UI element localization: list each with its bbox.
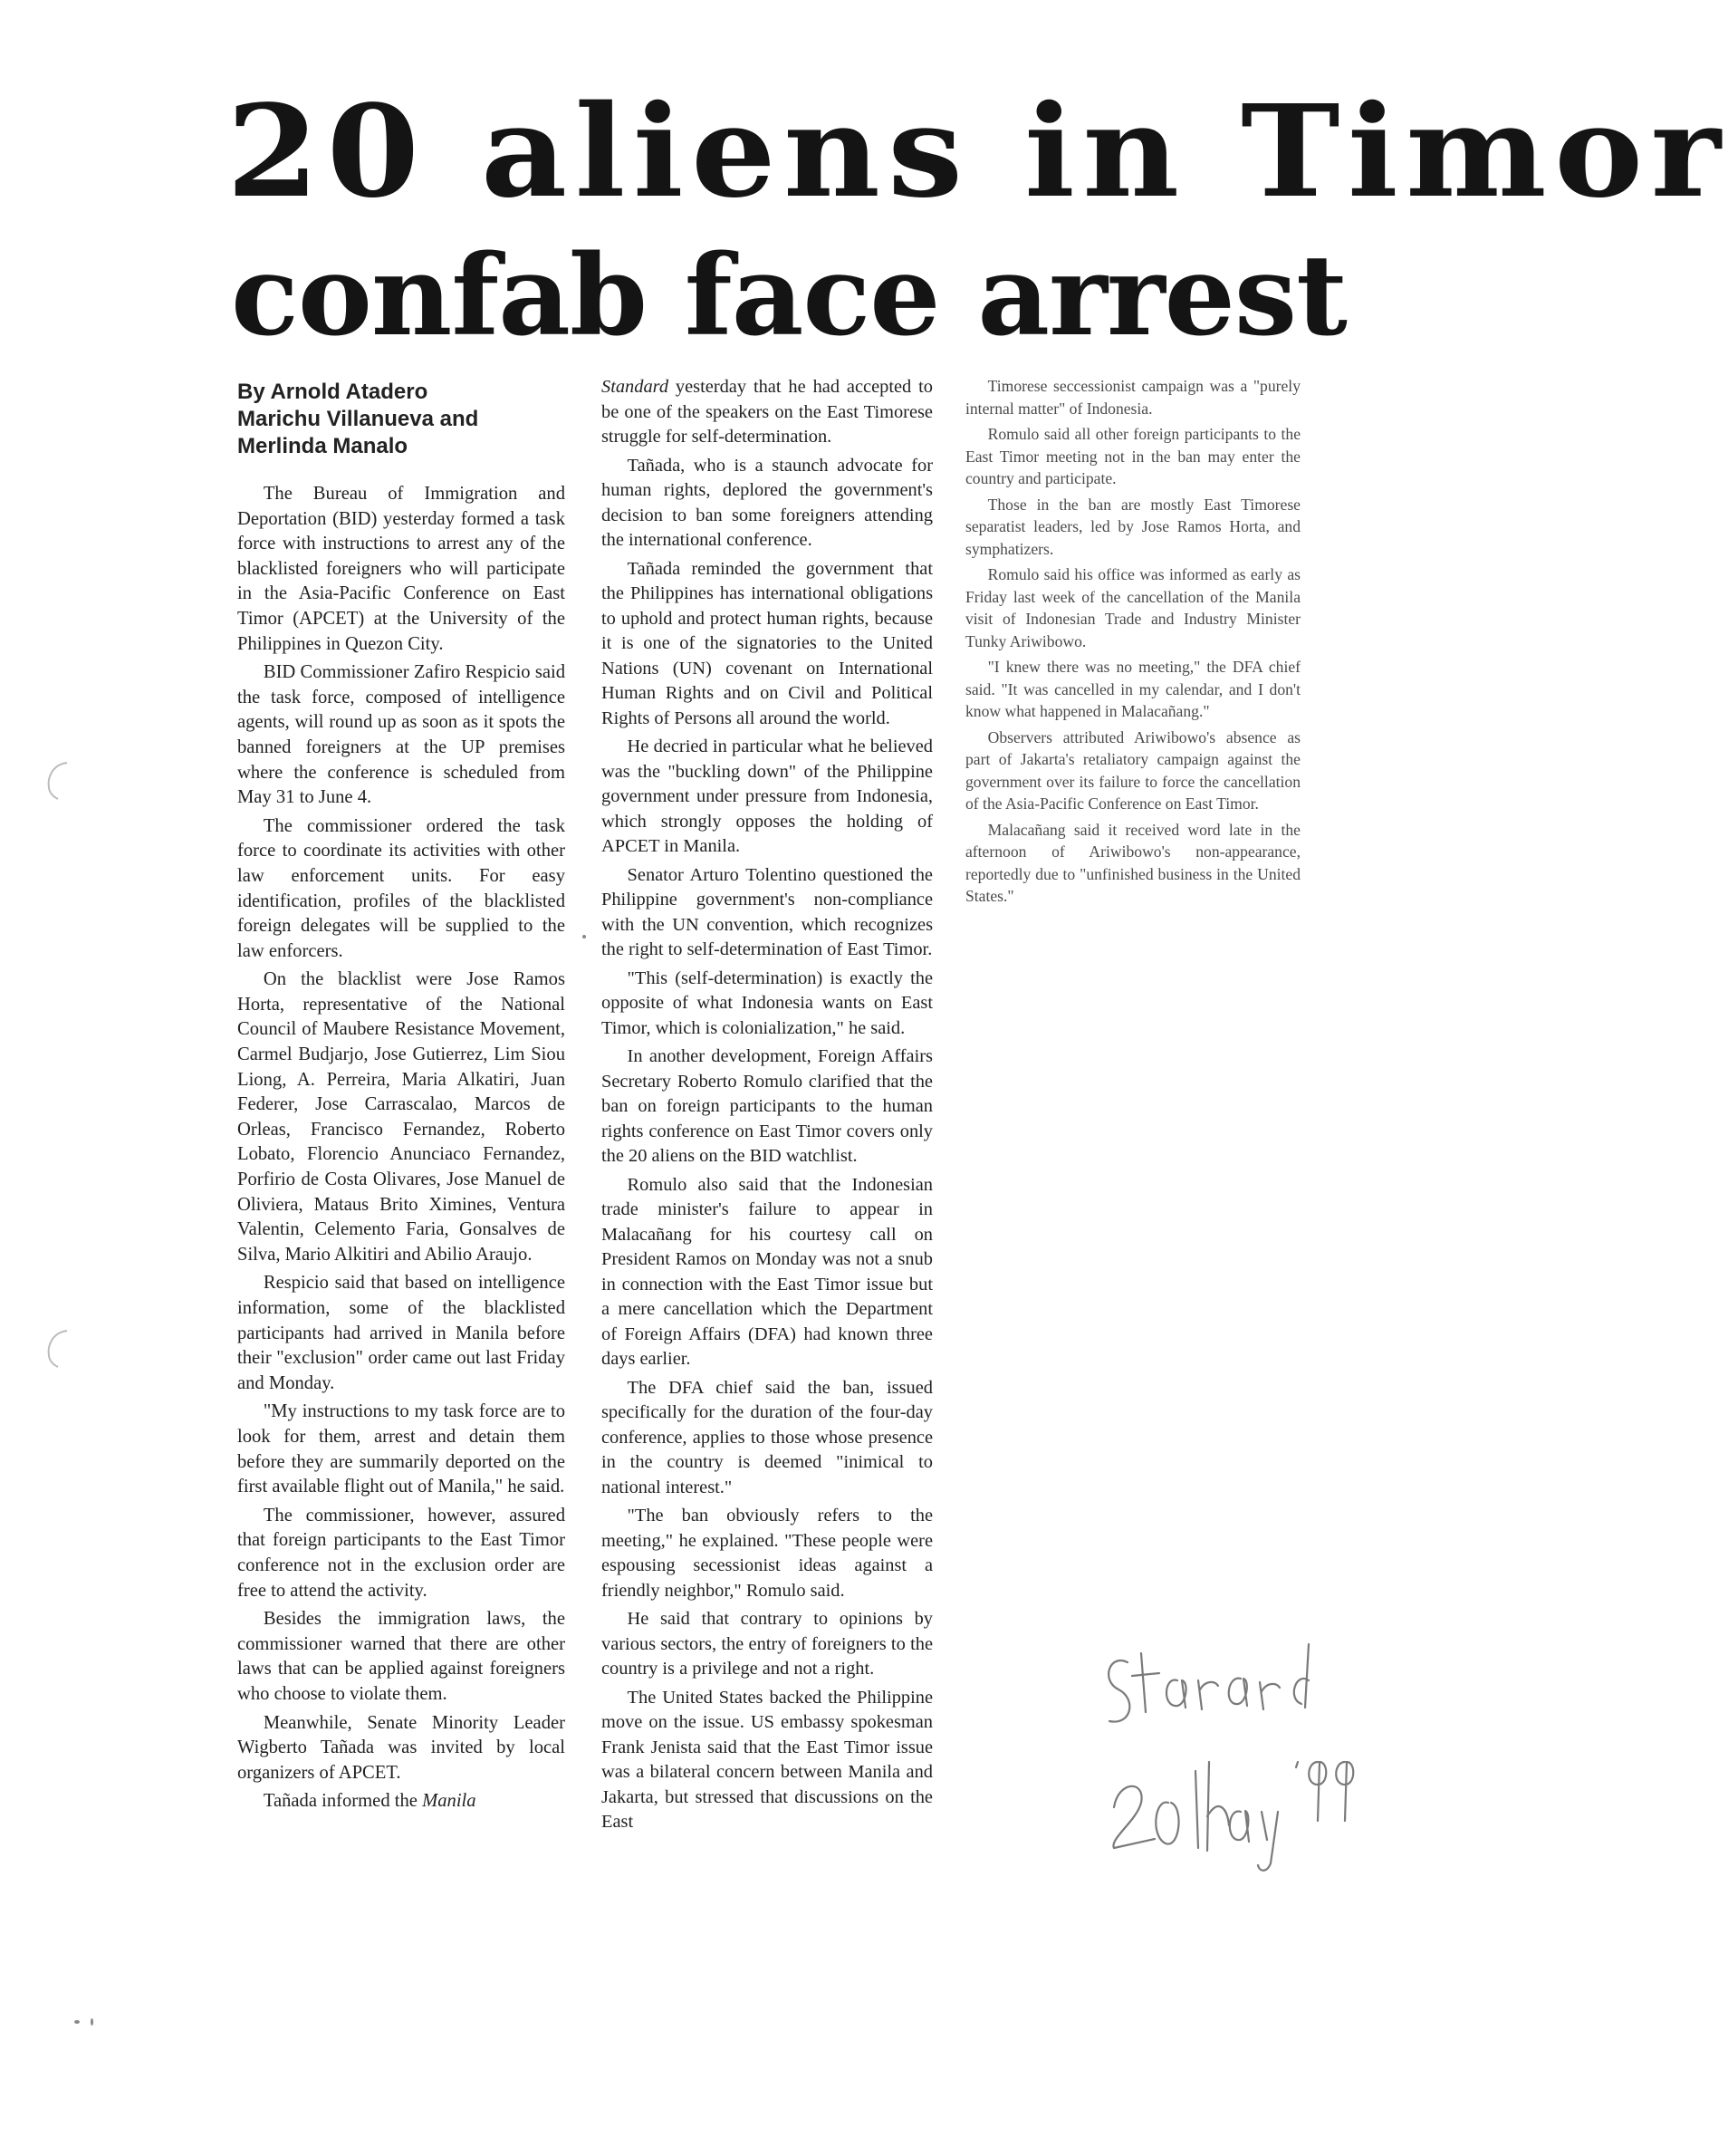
article-column-1 (237, 482, 565, 2058)
headline: confab face arrest (231, 231, 1347, 361)
headline-partial (226, 78, 1728, 226)
handwritten-annotation (1091, 1626, 1363, 1880)
paragraph: Respicio said that based on intelligence information, some of the blacklisted participants had arrived in Manila before their "exclusion" order came out last Friday and Monday. (237, 1273, 565, 1393)
headline-partial-text: 20 aliens in Timor (226, 78, 1728, 226)
paragraph: Standard yesterday that he had accepted to be one of the speakers on the East Timorese struggle for self-determination. (601, 377, 933, 447)
paragraph: Senator Arturo Tolentino questioned the Philippine government's non-compliance with the UN convention, which recognizes the right to self-determination of East Timor. (601, 864, 933, 959)
scan-speck (91, 2018, 93, 2026)
paragraph: Tañada reminded the government that the Philippines has international obligations to uphold and protect human rights, because it is one of the signatories to the United Nations (UN) covenant on International Human Rights and on Civil and Political Rights of Persons all around the world. (601, 558, 933, 728)
paragraph: In another development, Foreign Affairs Secretary Roberto Romulo clarified that the ban on foreign participants to the human rights conference on East Timor covers only the 20 aliens on the BID watchlist. (601, 1046, 933, 1166)
paragraph: Besides the immigration laws, the commissioner warned that there are other laws that can be applied against foreigners who choose to violate them. (237, 1609, 565, 1704)
byline-line: Merlinda Manalo (237, 434, 408, 458)
paragraph: The DFA chief said the ban, issued specifically for the duration of the four-day conference, applies to those whose presence in the country is deemed "inimical to national interest." (601, 1377, 933, 1497)
paragraph: Tañada, who is a staunch advocate for human rights, deplored the government's decision to ban some foreigners attending the international conference. (601, 455, 933, 550)
paragraph: Observers attributed Ariwibowo's absence as part of Jakarta's retaliatory campaign against the government over its failure to force the cancellation of the Asia-Pacific Conference on East Timor. (965, 727, 1301, 813)
paragraph: Timorese seccessionist campaign was a "purely internal matter" of Indonesia. (965, 377, 1301, 418)
paragraph: Meanwhile, Senate Minority Leader Wigberto Tañada was invited by local organizers of APCET. (237, 1712, 565, 1783)
paragraph: The Bureau of Immigration and Deportation (BID) yesterday formed a task force with instructions to arrest any of the blacklisted foreigners who will participate in the Asia-Pacific Conference on East Timor (APCET) at the University of the Philippines in Quezon City. (237, 484, 565, 654)
paragraph: The commissioner ordered the task force to coordinate its activities with other law enforcement units. For easy identification, profiles of the blacklisted foreign delegates will be supplied to the law enforcers. (237, 815, 565, 961)
paragraph: Romulo said his office was informed as early as Friday last week of the cancellation of the Manila visit of Indonesian Trade and Industry Minister Tunky Ariwibowo. (965, 565, 1301, 650)
article-column-3 (965, 375, 1301, 1064)
paragraph: He said that contrary to opinions by various sectors, the entry of foreigners to the country is a privilege and not a right. (601, 1609, 933, 1679)
paragraph: Those in the ban are mostly East Timorese separatist leaders, led by Jose Ramos Horta, and symphatizers. (965, 495, 1301, 558)
paragraph: Malacañang said it received word late in the afternoon of Ariwibowo's non-appearance, reportedly due to "unfinished business in the United States." (965, 820, 1301, 905)
punch-hole-mark (43, 759, 74, 801)
paragraph: Romulo also said that the Indonesian trade minister's failure to appear in Malacañang for his courtesy call on President Ramos on Monday was not a snub in connection with the East Timor issue but a mere cancellation which the Department of Foreign Affairs (DFA) had known three days earlier. (601, 1174, 933, 1369)
byline-line: Marichu Villanueva and (237, 407, 479, 431)
punch-hole-mark (43, 1327, 74, 1369)
byline (237, 379, 581, 460)
byline-line: By Arnold Atadero (237, 380, 428, 404)
paragraph: "I knew there was no meeting," the DFA chief said. "It was cancelled in my calendar, and I don't know what happened in Malacañang." (965, 658, 1301, 720)
paragraph: "This (self-determination) is exactly the opposite of what Indonesia wants on East Timor, which is colonialization," he said. (601, 967, 933, 1038)
paragraph: Tañada informed the Manila (263, 1791, 476, 1812)
paragraph: On the blacklist were Jose Ramos Horta, representative of the National Council of Maubere Resistance Movement, Carmel Budjarjo, Jose Gutierrez, Lim Siou Liong, A. Perreira, Maria Alkatiri, Juan Federer, Jose Carrascalao, Marcos de Orleas, Francisco Fernandez, Roberto Lobato, Florencio Anunciaco Fernandez, Porfirio de Costa Olivares, Jose Manuel de Oliviera, Mataus Brito Ximines, Ventura Valentin, Celemento Faria, Gonsalves de Silva, Mario Alkitiri and Abilio Araujo. (237, 969, 565, 1265)
scan-speck (582, 935, 586, 938)
scan-speck (74, 2020, 80, 2024)
paragraph: The commissioner, however, assured that foreign participants to the East Timor conference not in the exclusion order are free to attend the activity. (237, 1505, 565, 1601)
paragraph: Romulo said all other foreign participants to the East Timor meeting not in the ban may enter the country and participate. (965, 425, 1301, 487)
paragraph: BID Commissioner Zafiro Respicio said the task force, composed of intelligence agents, will round up as soon as it spots the banned foreigners at the UP premises where the conference is scheduled from May 31 to June 4. (237, 662, 565, 808)
paragraph: The United States backed the Philippine move on the issue. US embassy spokesman Frank Jenista said that the East Timor issue was a bilateral concern between Manila and Jakarta, but stressed that discussions on the East (601, 1687, 933, 1832)
paragraph: "The ban obviously refers to the meeting," he explained. "These people were espousing secessionist ideas against a friendly neighbor," Romulo said. (601, 1506, 933, 1601)
paragraph: "My instructions to my task force are to look for them, arrest and detain them before they are summarily deported on the first available flight out of Manila," he said. (237, 1401, 565, 1497)
paragraph: He decried in particular what he believed was the "buckling down" of the Philippine government under pressure from Indonesia, which strongly opposes the holding of APCET in Manila. (601, 736, 933, 856)
article-column-2 (601, 375, 933, 2060)
